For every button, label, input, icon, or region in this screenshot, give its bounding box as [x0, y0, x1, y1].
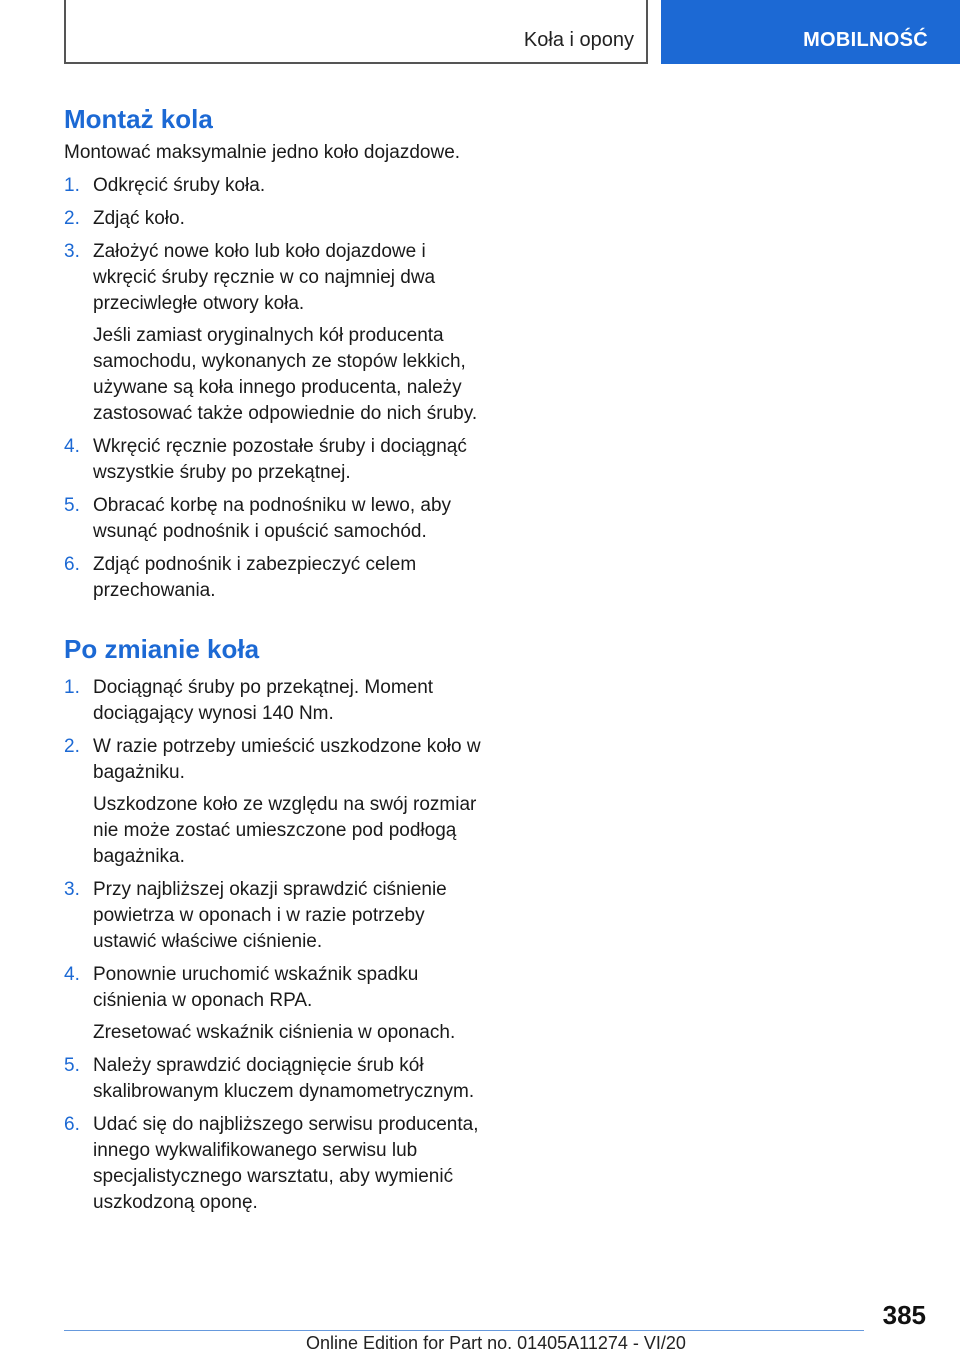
header-section-tab [661, 0, 960, 64]
step-text: Przy najbliższej okazji sprawdzić ciśnienie powietrza w oponach i w razie potrzeby ustawić właściwe ciśnienie. [93, 879, 447, 952]
step-text: Ponownie uruchomić wskaźnik spadku ciśnienia w oponach RPA. [93, 964, 419, 1011]
after-change-steps [64, 675, 484, 1216]
step-text: Wkręcić ręcznie pozostałe śruby i dociągnąć wszystkie śruby po przekątnej. [93, 436, 467, 483]
list-item [64, 962, 484, 1046]
step-text: Obracać korbę na podnośniku w lewo, aby wsunąć podnośnik i opuścić samochód. [93, 495, 452, 542]
step-text: Należy sprawdzić dociągnięcie śrub kół skalibrowanym kluczem dynamometrycznym. [93, 1055, 475, 1102]
header-chapter-title: Koła i opony [523, 29, 634, 51]
section-intro: Montować maksymalnie jedno koło dojazdowe. [64, 142, 461, 163]
step-number: 2. [64, 736, 80, 757]
section-title-wheel-mounting: Montaż kola [64, 104, 213, 134]
step-number: 3. [64, 879, 80, 900]
list-item [64, 552, 484, 604]
step-text: Udać się do najbliższego serwisu producenta, innego wykwalifikowanego serwisu lub specjalistycznego warsztatu, aby wymienić uszkodzoną oponę. [93, 1114, 479, 1213]
list-item [64, 493, 484, 545]
footer-edition: Online Edition for Part no. 01405A11274 - VI/20 [306, 1333, 686, 1353]
step-number: 6. [64, 554, 80, 575]
step-note: Jeśli zamiast oryginalnych kół producenta samochodu, wykonanych ze stopów lekkich, używane są koła innego producenta, należy zastosować także odpowiednie do nich śruby. [93, 325, 478, 424]
list-item [64, 1053, 484, 1105]
section-title-after-change: Po zmianie koła [64, 634, 260, 664]
step-note: Zresetować wskaźnik ciśnienia w oponach. [93, 1022, 456, 1043]
step-text: W razie potrzeby umieścić uszkodzone koło w bagażniku. [93, 736, 481, 783]
step-text: Zdjąć koło. [93, 208, 185, 229]
page-number: 385 [882, 1300, 926, 1330]
step-number: 1. [64, 677, 80, 698]
step-number: 3. [64, 241, 80, 262]
header-chapter-box [64, 0, 648, 64]
list-item [64, 877, 484, 955]
step-text: Założyć nowe koło lub koło dojazdowe i wkręcić śruby ręcznie w co najmniej dwa przeciwległe otwory koła. [93, 241, 436, 314]
step-number: 4. [64, 964, 80, 985]
step-number: 5. [64, 495, 80, 516]
step-number: 4. [64, 436, 80, 457]
step-text: Zdjąć podnośnik i zabezpieczyć celem przechowania. [93, 554, 417, 601]
page-content [64, 100, 484, 1216]
step-note: Uszkodzone koło ze względu na swój rozmiar nie może zostać umieszczone pod podłogą bagażnika. [93, 794, 477, 867]
list-item [64, 1112, 484, 1216]
list-item [64, 239, 484, 427]
list-item [64, 675, 484, 727]
step-number: 1. [64, 175, 80, 196]
step-number: 2. [64, 208, 80, 229]
list-item [64, 434, 484, 486]
list-item [64, 206, 484, 232]
step-text: Dociągnąć śruby po przekątnej. Moment dociągający wynosi 140 Nm. [93, 677, 434, 724]
list-item [64, 173, 484, 199]
header-section-title: MOBILNOŚĆ [803, 29, 928, 51]
step-number: 6. [64, 1114, 80, 1135]
footer-divider [64, 1330, 864, 1331]
wheel-mounting-steps [64, 173, 484, 604]
step-text: Odkręcić śruby koła. [93, 175, 266, 196]
list-item [64, 734, 484, 870]
step-number: 5. [64, 1055, 80, 1076]
